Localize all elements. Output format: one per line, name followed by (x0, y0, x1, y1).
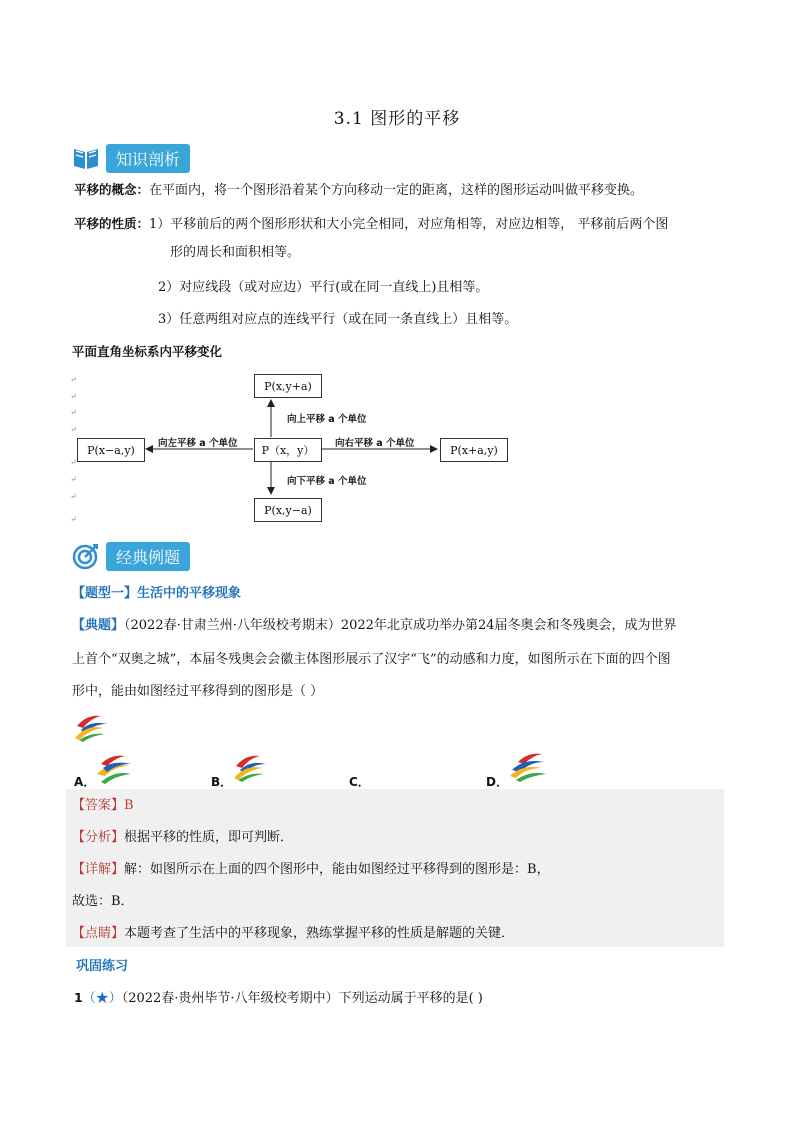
question-type-heading: 【题型一】生活中的平移现象 (72, 586, 242, 601)
paragraph-mark: ↵ (70, 492, 77, 501)
option-b-label: B． (211, 775, 233, 789)
option-a-label: A． (74, 775, 96, 789)
paragraph-mark: ↵ (70, 375, 77, 384)
practice-heading: 巩固练习 (76, 959, 129, 974)
emblem-original-image (73, 712, 111, 742)
properties-label: 平移的性质： (74, 216, 150, 231)
properties-item-1a: 1）平移前后的两个图形形状和大小完全相同，对应角相等，对应边相等， 平移前后两个图 (149, 217, 669, 232)
example-tag: 【典题】 (72, 618, 125, 633)
properties-item-1b: 形的周长和面积相等。 (170, 245, 301, 260)
option-a-image (93, 752, 135, 786)
paragraph-mark: ↵ (70, 475, 77, 484)
concept-text: 在平面内，将一个图形沿着某个方向移动一定的距离，这样的图形运动叫做平移变换。 (149, 183, 644, 198)
detail-line (72, 861, 550, 879)
label-right: 向右平移 a 个单位 (335, 438, 415, 449)
paragraph-mark: ↵ (70, 458, 77, 467)
answer-tag: 【答案】 (72, 798, 125, 813)
difficulty-star: （★） (82, 991, 122, 1006)
paragraph-mark: ↵ (70, 408, 77, 417)
option-d-image (508, 750, 550, 784)
detail-tag: 【详解】 (72, 862, 125, 877)
answer-value: B (124, 798, 134, 813)
section-banner-label: 知识剖析 (106, 144, 190, 173)
question-number: 1 (74, 990, 83, 1005)
option-d-label: D． (486, 775, 508, 789)
option-b-image (232, 750, 272, 784)
properties-item-3: 3）任意两组对应点的连线平行（或在同一条直线上）且相等。 (158, 312, 518, 327)
paragraph-mark: ↵ (70, 515, 77, 524)
properties-item-2: 2）对应线段（或对应边）平行(或在同一直线上)且相等。 (158, 280, 489, 295)
point-center-box: P（x，y） (254, 438, 322, 462)
comment-tag: 【点睛】 (72, 926, 125, 941)
point-up-box: P(x,y+a) (254, 374, 322, 398)
label-up: 向上平移 a 个单位 (287, 414, 367, 425)
example-line-3: 形中，能由如图经过平移得到的图形是（ ） (72, 684, 324, 699)
analysis-tag: 【分析】 (72, 830, 125, 845)
paragraph-mark: ↵ (70, 425, 77, 434)
concept-label: 平移的概念： (74, 182, 150, 197)
comment-line (72, 925, 514, 943)
page-title: 3.1 图形的平移 (333, 109, 461, 129)
choose-line: 故选：B． (72, 894, 134, 909)
option-c-label: C． (349, 775, 370, 789)
answer-line (72, 797, 134, 815)
point-down-box: P(x,y−a) (254, 498, 322, 522)
target-icon (72, 542, 100, 570)
example-line-1 (72, 617, 677, 635)
example-text-1: （2022春·甘肃兰州·八年级校考期末）2022年北京成功举办第24届冬奥会和冬残奥会，成为世界 (124, 618, 677, 633)
question-text: （2022春·贵州毕节·八年级校考期中）下列运动属于平移的是( ) (121, 991, 483, 1006)
example-line-2: 上首个“双奥之城”，本届冬残奥会会徽主体图形展示了汉字“飞”的动感和力度，如图所示在下面的四个图 (72, 652, 671, 667)
label-down: 向下平移 a 个单位 (287, 476, 367, 487)
point-left-box: P(x−a,y) (77, 438, 145, 462)
analysis-line (72, 829, 293, 847)
coordinate-heading: 平面直角坐标系内平移变化 (72, 344, 223, 359)
analysis-text: 根据平移的性质，即可判断． (124, 830, 294, 845)
label-left: 向左平移 a 个单位 (158, 438, 238, 449)
section-banner-examples (72, 541, 190, 571)
practice-question-1 (74, 989, 483, 1008)
paragraph-mark: ↵ (70, 392, 77, 401)
section-banner-label: 经典例题 (106, 542, 190, 571)
point-right-box: P(x+a,y) (440, 438, 508, 462)
detail-text: 解：如图所示在上面的四个图形中，能由如图经过平移得到的图形是：B， (124, 862, 550, 877)
comment-text: 本题考查了生活中的平移现象，熟练掌握平移的性质是解题的关键． (124, 926, 515, 941)
